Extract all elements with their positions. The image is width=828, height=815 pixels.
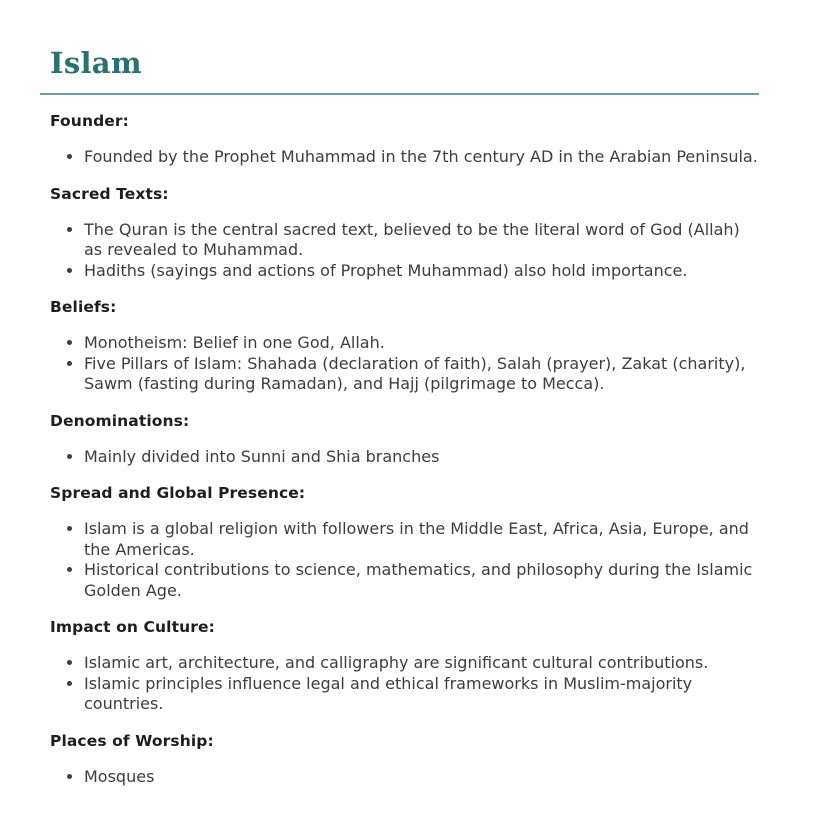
section-heading: Spread and Global Presence: xyxy=(50,484,306,502)
section-list xyxy=(40,653,759,715)
bullet-item: • Islam is a global religion with followers in the Middle East, Africa, Asia, Europe, and the Americas. xyxy=(84,519,759,560)
bullet-item: • Historical contributions to science, mathematics, and philosophy during the Islamic Golden Age. xyxy=(84,560,759,601)
bullet-item: • Mainly divided into Sunni and Shia branches xyxy=(84,447,759,468)
content-section xyxy=(40,617,759,715)
bullet-item: • Founded by the Prophet Muhammad in the 7th century AD in the Arabian Peninsula. xyxy=(84,147,759,168)
sections xyxy=(40,111,759,787)
section-heading: Impact on Culture: xyxy=(50,618,215,636)
content-section xyxy=(40,184,759,282)
section-heading: Denominations: xyxy=(50,411,190,430)
section-list xyxy=(40,333,759,395)
content-section xyxy=(40,483,759,601)
bullet-item: • Islamic art, architecture, and calligraphy are significant cultural contributions. xyxy=(84,653,759,674)
section-list xyxy=(40,220,759,282)
content-section xyxy=(40,411,759,468)
section-heading: Beliefs: xyxy=(50,298,117,316)
section-heading: Founder: xyxy=(50,112,129,130)
title-divider xyxy=(40,93,759,95)
bullet-item: • Mosques xyxy=(84,767,759,788)
bullet-item: • Hadiths (sayings and actions of Prophet Muhammad) also hold importance. xyxy=(84,261,759,282)
bullet-item: • Islamic principles influence legal and ethical frameworks in Muslim-majority countries. xyxy=(84,674,759,715)
section-heading: Places of Worship: xyxy=(50,731,214,750)
section-list xyxy=(40,767,759,788)
bullet-item: • The Quran is the central sacred text, believed to be the literal word of God (Allah) as revealed to Muhammad. xyxy=(84,220,759,261)
bullet-item: • Five Pillars of Islam: Shahada (declaration of faith), Salah (prayer), Zakat (charity), Sawm (fasting during Ramadan), and Hajj (pilgrimage to Mecca). xyxy=(84,354,759,395)
section-list xyxy=(40,519,759,601)
bullet-item: • Monotheism: Belief in one God, Allah. xyxy=(84,333,759,354)
content-section xyxy=(40,297,759,395)
section-heading: Sacred Texts: xyxy=(50,184,169,203)
page-title: Islam xyxy=(50,46,142,80)
content-section xyxy=(40,111,759,168)
section-list xyxy=(40,147,759,168)
content-section xyxy=(40,731,759,788)
section-list xyxy=(40,447,759,468)
